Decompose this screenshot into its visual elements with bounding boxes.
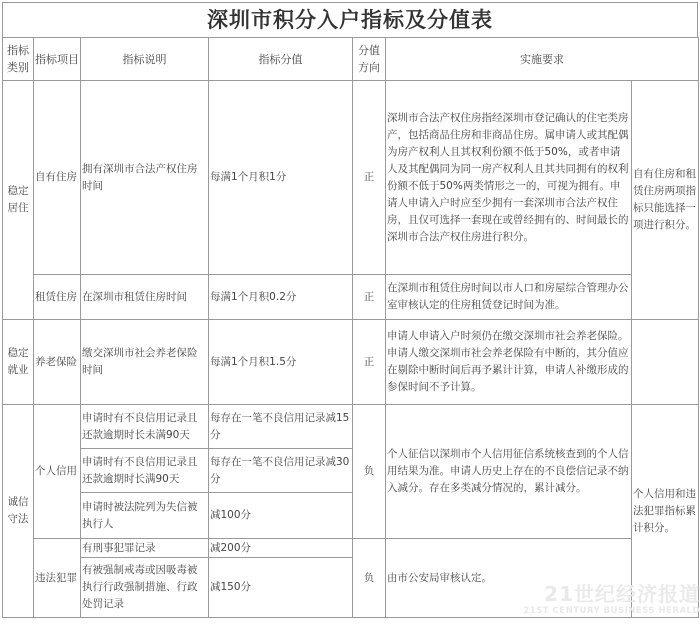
direction-pension: 正 xyxy=(353,320,386,405)
item-own-house: 自有住房 xyxy=(34,81,81,275)
score-credit-3: 减100分 xyxy=(209,493,353,539)
requirement-credit: 个人征信以深圳市个人信用征信系统核查到的个人信用结果为准。申请人历史上存在的不良偿信记录不纳入减分。存在多类减分情况的，累计减分。 xyxy=(386,405,632,539)
score-own-house: 每满1个月积1分 xyxy=(209,81,353,275)
desc-credit-3: 申请时被法院列为失信被执行人 xyxy=(81,493,209,539)
desc-pension: 缴交深圳市社会养老保险时间 xyxy=(81,320,209,405)
desc-credit-1: 申请时有不良信用记录且还款逾期时长未满90天 xyxy=(81,405,209,449)
table-row xyxy=(3,275,699,320)
direction-crime: 负 xyxy=(353,539,386,618)
desc-credit-2: 申请时有不良信用记录且还款逾期时长满90天 xyxy=(81,449,209,493)
desc-crime-1: 有刑事犯罪记录 xyxy=(81,539,209,558)
direction-rent-house: 正 xyxy=(353,275,386,320)
desc-own-house: 拥有深圳市合法产权住房时间 xyxy=(81,81,209,275)
requirement-pension: 申请人申请入户时须仍在缴交深圳市社会养老保险。申请人缴交深圳市社会养老保险有中断的，其分值应在剔除中断时间后再予累计计算，申请人补缴形成的参保时间不予计算。 xyxy=(386,320,632,405)
header-score: 指标分值 xyxy=(209,38,353,81)
score-pension: 每满1个月积1.5分 xyxy=(209,320,353,405)
score-credit-1: 每存在一笔不良信用记录减15分 xyxy=(209,405,353,449)
header-item: 指标项目 xyxy=(34,38,81,81)
table-row xyxy=(3,539,699,558)
note-pension-empty xyxy=(632,320,699,405)
requirement-own-house: 深圳市合法产权住房指经深圳市登记确认的住宅类房产，包括商品住房和非商品住房。属申请人或其配偶为房产权利人且其权利份额不低于50%，或者申请人及其配偶同为同一房产权利人且其共同拥有的权利份额不低于50%两类情形之一的，可视为拥有。申请人申请入户时应至少拥有一套深圳市合法产权住房，且仅可选择一套现在或曾经拥有的、时间最长的深圳市合法产权住房进行积分。 xyxy=(386,81,632,275)
direction-own-house: 正 xyxy=(353,81,386,275)
requirement-crime: 由市公安局审核认定。 xyxy=(386,539,632,618)
header-direction: 分值方向 xyxy=(353,38,386,81)
item-crime: 违法犯罪 xyxy=(34,539,81,618)
score-table xyxy=(2,37,699,618)
note-housing: 自有住房和租赁住房两项指标只能选择一项进行积分。 xyxy=(632,81,699,320)
item-credit: 个人信用 xyxy=(34,405,81,539)
item-pension: 养老保险 xyxy=(34,320,81,405)
header-requirement: 实施要求 xyxy=(386,38,699,81)
requirement-rent-house: 在深圳市租赁住房时间以市人口和房屋综合管理办公室审核认定的住房租赁登记时间为准。 xyxy=(386,275,632,320)
category-employment: 稳定就业 xyxy=(3,320,34,405)
watermark-brand: 21世纪经济报道 xyxy=(544,582,700,606)
table-row xyxy=(3,405,699,449)
desc-rent-house: 在深圳市租赁住房时间 xyxy=(81,275,209,320)
desc-crime-2: 有被强制戒毒或因吸毒被执行行政强制措施、行政处罚记录 xyxy=(81,558,209,618)
table-row xyxy=(3,81,699,275)
header-desc: 指标说明 xyxy=(81,38,209,81)
score-rent-house: 每满1个月积0.2分 xyxy=(209,275,353,320)
score-crime-2: 减150分 xyxy=(209,558,353,618)
score-table-document xyxy=(2,2,698,618)
note-integrity: 个人信用和违法犯罪指标累计积分。 xyxy=(632,405,699,618)
category-housing: 稳定居住 xyxy=(3,81,34,320)
header-row xyxy=(3,38,699,81)
header-category: 指标类别 xyxy=(3,38,34,81)
table-title: 深圳市积分入户指标及分值表 xyxy=(2,2,698,37)
watermark-logo xyxy=(510,582,700,617)
item-rent-house: 租赁住房 xyxy=(34,275,81,320)
table-row xyxy=(3,320,699,405)
direction-credit: 负 xyxy=(353,405,386,539)
category-integrity: 诚信守法 xyxy=(3,405,34,618)
score-crime-1: 减200分 xyxy=(209,539,353,558)
score-credit-2: 每存在一笔不良信用记录减30分 xyxy=(209,449,353,493)
watermark-brand-en: 21ST CENTURY BUSINESS HERALD xyxy=(523,606,700,616)
